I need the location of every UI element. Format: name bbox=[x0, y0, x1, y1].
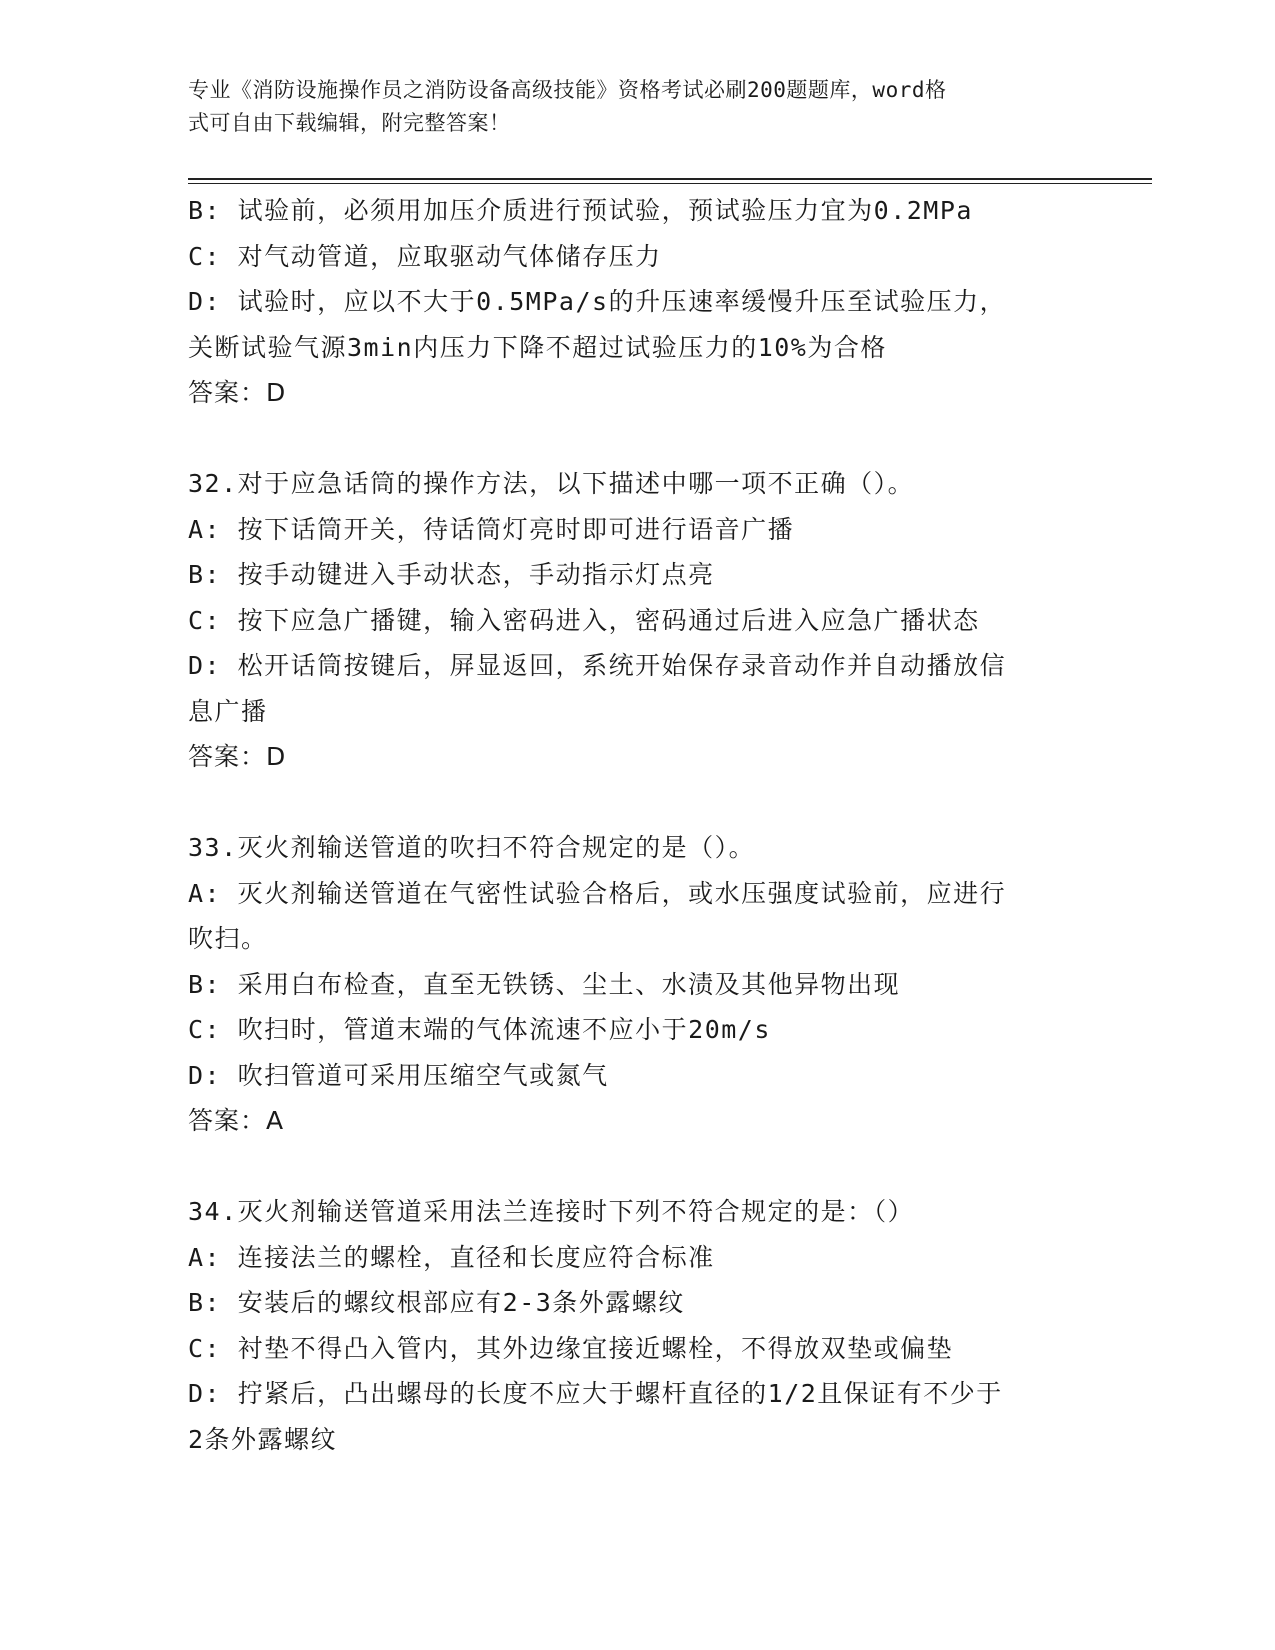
question-list bbox=[188, 188, 1088, 1462]
option-a: A: 按下话筒开关，待话筒灯亮时即可进行语音广播 bbox=[188, 514, 795, 544]
question-34 bbox=[188, 1189, 1088, 1462]
answer-label: 答案：A bbox=[188, 1106, 285, 1135]
option-d: D: 拧紧后，凸出螺母的长度不应大于螺杆直径的1/2且保证有不少于 bbox=[188, 1379, 1003, 1408]
document-header bbox=[188, 74, 1068, 140]
header-line: 式可自由下载编辑，附完整答案！ bbox=[188, 111, 511, 135]
option-c: C: 按下应急广播键，输入密码进入，密码通过后进入应急广播状态 bbox=[188, 605, 980, 635]
option-d: D: 松开话筒按键后，屏显返回，系统开始保存录音动作并自动播放信 bbox=[188, 651, 1007, 680]
option-d: D: 试验时，应以不大于0.5MPa/s的升压速率缓慢升压至试验压力， bbox=[188, 287, 1007, 316]
question-stem: 33.灭火剂输送管道的吹扫不符合规定的是（）。 bbox=[188, 833, 756, 862]
option-d-continued: 2条外露螺纹 bbox=[188, 1424, 338, 1454]
option-b: B: 试验前，必须用加压介质进行预试验，预试验压力宜为0.2MPa bbox=[188, 196, 973, 225]
option-a: A: 连接法兰的螺栓，直径和长度应符合标准 bbox=[188, 1242, 715, 1272]
option-c: C: 吹扫时，管道末端的气体流速不应小于20m/s bbox=[188, 1015, 771, 1044]
header-divider bbox=[188, 183, 1152, 184]
spacer bbox=[188, 1144, 1088, 1190]
option-d-continued: 息广播 bbox=[188, 696, 268, 726]
header-line: 专业《消防设施操作员之消防设备高级技能》资格考试必刷200题题库，word格 bbox=[188, 78, 947, 102]
option-c: C: 对气动管道，应取驱动气体储存压力 bbox=[188, 241, 662, 271]
option-b: B: 安装后的螺纹根部应有2-3条外露螺纹 bbox=[188, 1288, 685, 1317]
option-a: A: 灭火剂输送管道在气密性试验合格后，或水压强度试验前，应进行 bbox=[188, 878, 1007, 908]
option-d-continued: 关断试验气源3min内压力下降不超过试验压力的10%为合格 bbox=[188, 332, 887, 362]
spacer bbox=[188, 780, 1088, 826]
header-divider bbox=[188, 178, 1152, 180]
question-stem: 32.对于应急话筒的操作方法，以下描述中哪一项不正确（）。 bbox=[188, 469, 915, 498]
answer-label: 答案：D bbox=[188, 742, 287, 771]
option-a-continued: 吹扫。 bbox=[188, 924, 268, 953]
question-stem: 34.灭火剂输送管道采用法兰连接时下列不符合规定的是：（） bbox=[188, 1197, 915, 1226]
option-d: D: 吹扫管道可采用压缩空气或氮气 bbox=[188, 1060, 609, 1090]
question-33 bbox=[188, 825, 1088, 1144]
option-b: B: 采用白布检查，直至无铁锈、尘土、水渍及其他异物出现 bbox=[188, 969, 901, 999]
question-32 bbox=[188, 461, 1088, 780]
option-c: C: 衬垫不得凸入管内，其外边缘宜接近螺栓，不得放双垫或偏垫 bbox=[188, 1333, 954, 1363]
answer-label: 答案：D bbox=[188, 378, 287, 407]
spacer bbox=[188, 416, 1088, 462]
question-31-continued bbox=[188, 188, 1088, 416]
option-b: B: 按手动键进入手动状态，手动指示灯点亮 bbox=[188, 560, 715, 589]
